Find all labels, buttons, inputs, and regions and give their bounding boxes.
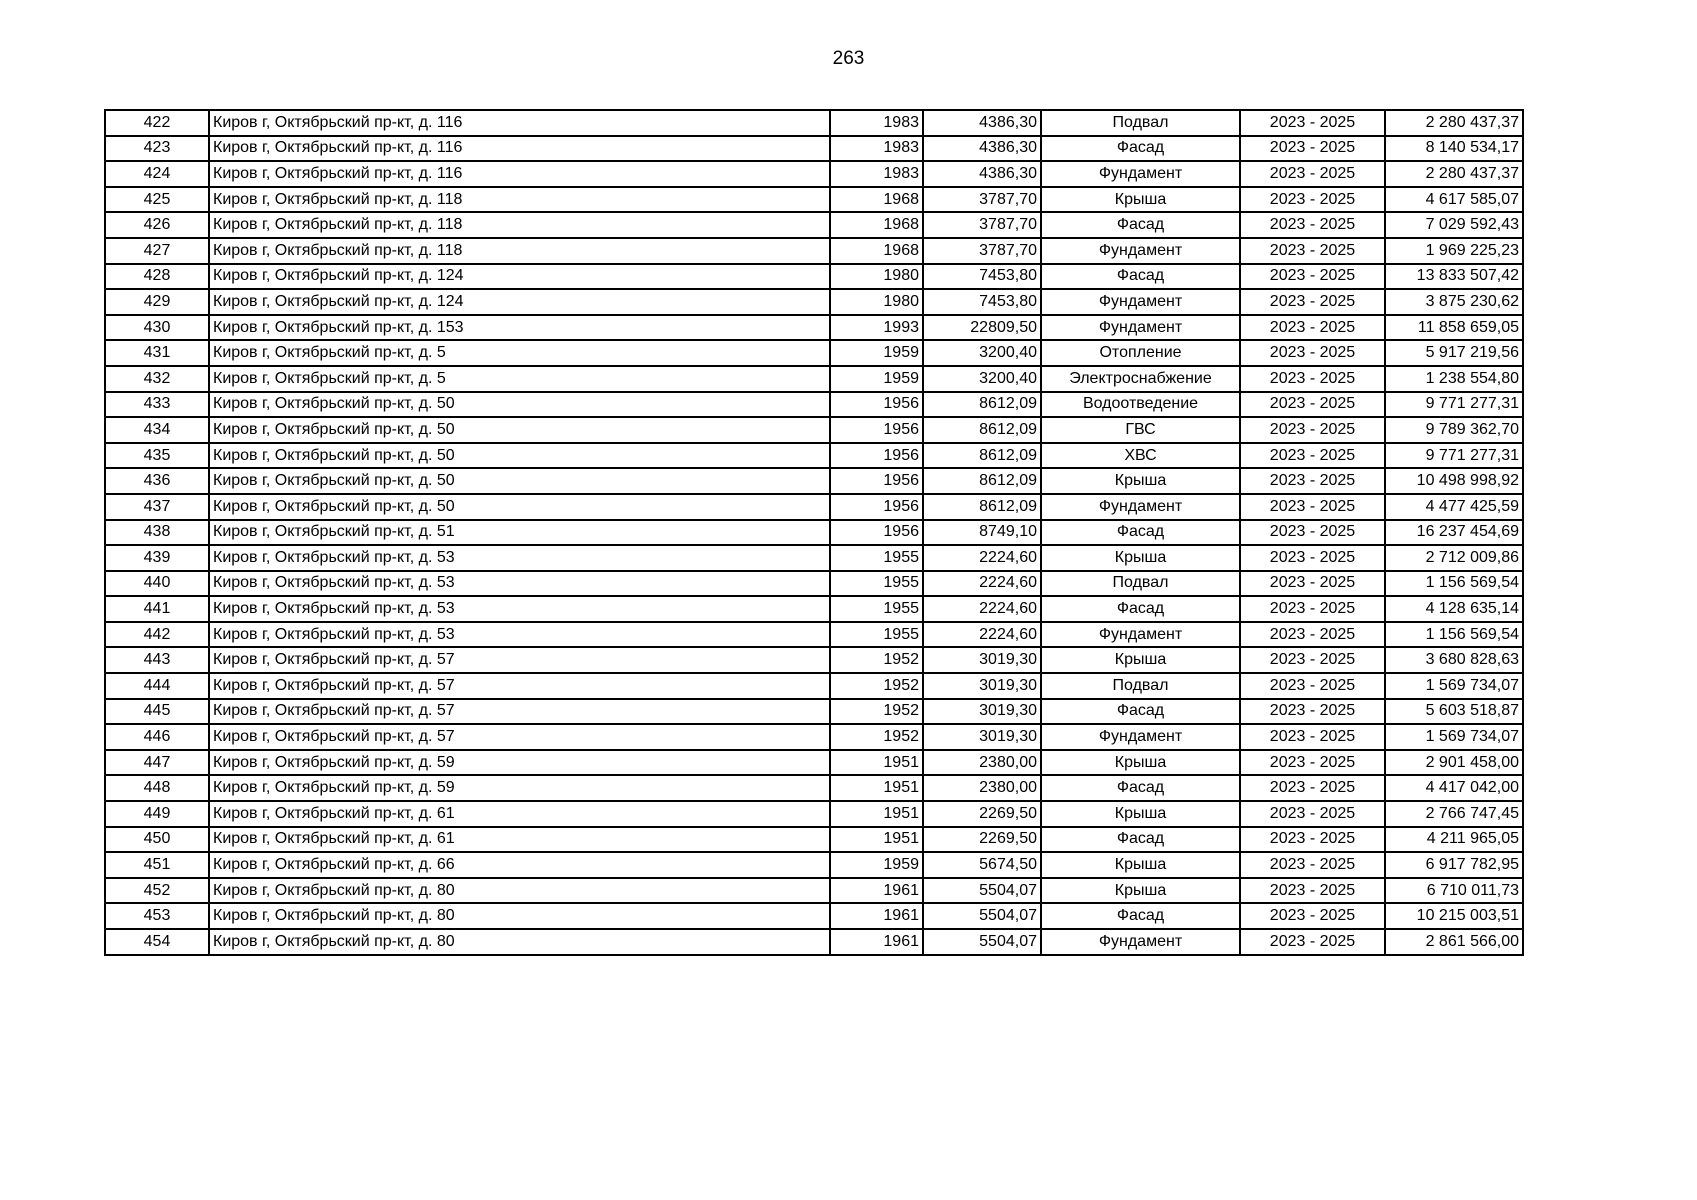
table-row	[105, 417, 1523, 443]
address-cell: Киров г, Октябрьский пр-кт, д. 50	[209, 443, 830, 469]
address-cell: Киров г, Октябрьский пр-кт, д. 5	[209, 366, 830, 392]
cost-cell: 3 680 828,63	[1385, 647, 1523, 673]
table-row	[105, 340, 1523, 366]
cost-cell: 2 766 747,45	[1385, 801, 1523, 827]
cost-cell: 1 156 569,54	[1385, 622, 1523, 648]
build-year-cell: 1951	[830, 775, 923, 801]
total-area-cell: 2224,60	[923, 596, 1041, 622]
work-type-cell: Крыша	[1041, 187, 1240, 213]
table-row	[105, 494, 1523, 520]
address-cell: Киров г, Октябрьский пр-кт, д. 116	[209, 136, 830, 162]
row-number-cell: 434	[105, 417, 209, 443]
table-row	[105, 161, 1523, 187]
work-type-cell: Крыша	[1041, 647, 1240, 673]
work-type-cell: Фундамент	[1041, 724, 1240, 750]
total-area-cell: 4386,30	[923, 136, 1041, 162]
address-cell: Киров г, Октябрьский пр-кт, д. 61	[209, 801, 830, 827]
table-row	[105, 571, 1523, 597]
work-period-cell: 2023 - 2025	[1240, 545, 1385, 571]
build-year-cell: 1983	[830, 110, 923, 136]
work-period-cell: 2023 - 2025	[1240, 315, 1385, 341]
work-period-cell: 2023 - 2025	[1240, 775, 1385, 801]
work-type-cell: Крыша	[1041, 468, 1240, 494]
row-number-cell: 427	[105, 238, 209, 264]
work-period-cell: 2023 - 2025	[1240, 724, 1385, 750]
row-number-cell: 449	[105, 801, 209, 827]
total-area-cell: 5674,50	[923, 852, 1041, 878]
cost-cell: 2 901 458,00	[1385, 750, 1523, 776]
row-number-cell: 454	[105, 929, 209, 955]
work-type-cell: Отопление	[1041, 340, 1240, 366]
work-period-cell: 2023 - 2025	[1240, 520, 1385, 546]
total-area-cell: 3787,70	[923, 187, 1041, 213]
work-type-cell: Фасад	[1041, 827, 1240, 853]
row-number-cell: 443	[105, 647, 209, 673]
row-number-cell: 438	[105, 520, 209, 546]
address-cell: Киров г, Октябрьский пр-кт, д. 57	[209, 724, 830, 750]
page-number: 263	[832, 48, 865, 69]
work-type-cell: Крыша	[1041, 750, 1240, 776]
address-cell: Киров г, Октябрьский пр-кт, д. 50	[209, 417, 830, 443]
work-period-cell: 2023 - 2025	[1240, 827, 1385, 853]
address-cell: Киров г, Октябрьский пр-кт, д. 5	[209, 340, 830, 366]
build-year-cell: 1952	[830, 673, 923, 699]
work-period-cell: 2023 - 2025	[1240, 571, 1385, 597]
work-type-cell: Крыша	[1041, 545, 1240, 571]
address-cell: Киров г, Октябрьский пр-кт, д. 50	[209, 494, 830, 520]
work-type-cell: Фасад	[1041, 699, 1240, 725]
table-row	[105, 750, 1523, 776]
total-area-cell: 3200,40	[923, 340, 1041, 366]
work-type-cell: Фасад	[1041, 212, 1240, 238]
row-number-cell: 441	[105, 596, 209, 622]
works-table	[104, 109, 1524, 956]
address-cell: Киров г, Октябрьский пр-кт, д. 50	[209, 392, 830, 418]
work-period-cell: 2023 - 2025	[1240, 136, 1385, 162]
address-cell: Киров г, Октябрьский пр-кт, д. 53	[209, 622, 830, 648]
row-number-cell: 444	[105, 673, 209, 699]
total-area-cell: 22809,50	[923, 315, 1041, 341]
total-area-cell: 5504,07	[923, 878, 1041, 904]
total-area-cell: 5504,07	[923, 929, 1041, 955]
work-period-cell: 2023 - 2025	[1240, 366, 1385, 392]
address-cell: Киров г, Октябрьский пр-кт, д. 80	[209, 903, 830, 929]
cost-cell: 13 833 507,42	[1385, 264, 1523, 290]
table-row	[105, 238, 1523, 264]
work-period-cell: 2023 - 2025	[1240, 699, 1385, 725]
build-year-cell: 1983	[830, 161, 923, 187]
build-year-cell: 1955	[830, 571, 923, 597]
work-period-cell: 2023 - 2025	[1240, 468, 1385, 494]
work-period-cell: 2023 - 2025	[1240, 852, 1385, 878]
total-area-cell: 8612,09	[923, 443, 1041, 469]
table-row	[105, 289, 1523, 315]
work-period-cell: 2023 - 2025	[1240, 750, 1385, 776]
row-number-cell: 450	[105, 827, 209, 853]
address-cell: Киров г, Октябрьский пр-кт, д. 57	[209, 673, 830, 699]
row-number-cell: 423	[105, 136, 209, 162]
cost-cell: 10 498 998,92	[1385, 468, 1523, 494]
total-area-cell: 7453,80	[923, 289, 1041, 315]
row-number-cell: 439	[105, 545, 209, 571]
cost-cell: 7 029 592,43	[1385, 212, 1523, 238]
build-year-cell: 1956	[830, 392, 923, 418]
total-area-cell: 5504,07	[923, 903, 1041, 929]
build-year-cell: 1983	[830, 136, 923, 162]
work-period-cell: 2023 - 2025	[1240, 596, 1385, 622]
total-area-cell: 3019,30	[923, 724, 1041, 750]
table-row	[105, 647, 1523, 673]
table-row	[105, 443, 1523, 469]
work-period-cell: 2023 - 2025	[1240, 622, 1385, 648]
cost-cell: 6 917 782,95	[1385, 852, 1523, 878]
build-year-cell: 1956	[830, 443, 923, 469]
table-row	[105, 673, 1523, 699]
work-type-cell: Подвал	[1041, 571, 1240, 597]
total-area-cell: 4386,30	[923, 161, 1041, 187]
total-area-cell: 8612,09	[923, 392, 1041, 418]
build-year-cell: 1952	[830, 647, 923, 673]
work-type-cell: Фундамент	[1041, 315, 1240, 341]
work-period-cell: 2023 - 2025	[1240, 929, 1385, 955]
total-area-cell: 3787,70	[923, 212, 1041, 238]
work-period-cell: 2023 - 2025	[1240, 647, 1385, 673]
build-year-cell: 1955	[830, 596, 923, 622]
total-area-cell: 7453,80	[923, 264, 1041, 290]
work-period-cell: 2023 - 2025	[1240, 801, 1385, 827]
address-cell: Киров г, Октябрьский пр-кт, д. 53	[209, 571, 830, 597]
work-type-cell: Фундамент	[1041, 494, 1240, 520]
row-number-cell: 451	[105, 852, 209, 878]
work-period-cell: 2023 - 2025	[1240, 161, 1385, 187]
work-period-cell: 2023 - 2025	[1240, 392, 1385, 418]
total-area-cell: 2269,50	[923, 827, 1041, 853]
build-year-cell: 1980	[830, 264, 923, 290]
work-period-cell: 2023 - 2025	[1240, 187, 1385, 213]
work-type-cell: Фундамент	[1041, 238, 1240, 264]
address-cell: Киров г, Октябрьский пр-кт, д. 50	[209, 468, 830, 494]
work-period-cell: 2023 - 2025	[1240, 238, 1385, 264]
row-number-cell: 448	[105, 775, 209, 801]
work-type-cell: ГВС	[1041, 417, 1240, 443]
build-year-cell: 1952	[830, 699, 923, 725]
total-area-cell: 2269,50	[923, 801, 1041, 827]
table-row	[105, 852, 1523, 878]
total-area-cell: 2380,00	[923, 775, 1041, 801]
work-type-cell: Фундамент	[1041, 289, 1240, 315]
total-area-cell: 2380,00	[923, 750, 1041, 776]
cost-cell: 2 280 437,37	[1385, 161, 1523, 187]
build-year-cell: 1959	[830, 366, 923, 392]
cost-cell: 9 771 277,31	[1385, 443, 1523, 469]
build-year-cell: 1959	[830, 852, 923, 878]
row-number-cell: 433	[105, 392, 209, 418]
table-row	[105, 468, 1523, 494]
work-type-cell: Крыша	[1041, 801, 1240, 827]
table-row	[105, 724, 1523, 750]
work-period-cell: 2023 - 2025	[1240, 110, 1385, 136]
total-area-cell: 8612,09	[923, 417, 1041, 443]
work-period-cell: 2023 - 2025	[1240, 340, 1385, 366]
build-year-cell: 1951	[830, 750, 923, 776]
table-row	[105, 801, 1523, 827]
address-cell: Киров г, Октябрьский пр-кт, д. 59	[209, 775, 830, 801]
row-number-cell: 431	[105, 340, 209, 366]
work-period-cell: 2023 - 2025	[1240, 212, 1385, 238]
table-row	[105, 545, 1523, 571]
address-cell: Киров г, Октябрьский пр-кт, д. 53	[209, 596, 830, 622]
build-year-cell: 1993	[830, 315, 923, 341]
work-period-cell: 2023 - 2025	[1240, 264, 1385, 290]
total-area-cell: 3200,40	[923, 366, 1041, 392]
build-year-cell: 1956	[830, 520, 923, 546]
work-type-cell: Фундамент	[1041, 622, 1240, 648]
address-cell: Киров г, Октябрьский пр-кт, д. 116	[209, 161, 830, 187]
work-type-cell: Фасад	[1041, 903, 1240, 929]
address-cell: Киров г, Октябрьский пр-кт, д. 57	[209, 699, 830, 725]
build-year-cell: 1968	[830, 238, 923, 264]
cost-cell: 1 569 734,07	[1385, 724, 1523, 750]
cost-cell: 10 215 003,51	[1385, 903, 1523, 929]
work-type-cell: Фасад	[1041, 264, 1240, 290]
work-type-cell: Фасад	[1041, 596, 1240, 622]
build-year-cell: 1956	[830, 468, 923, 494]
row-number-cell: 422	[105, 110, 209, 136]
row-number-cell: 430	[105, 315, 209, 341]
address-cell: Киров г, Октябрьский пр-кт, д. 66	[209, 852, 830, 878]
row-number-cell: 424	[105, 161, 209, 187]
table-row	[105, 622, 1523, 648]
table-row	[105, 136, 1523, 162]
total-area-cell: 3787,70	[923, 238, 1041, 264]
work-type-cell: Подвал	[1041, 110, 1240, 136]
total-area-cell: 3019,30	[923, 673, 1041, 699]
work-type-cell: ХВС	[1041, 443, 1240, 469]
work-type-cell: Фундамент	[1041, 929, 1240, 955]
table-row	[105, 596, 1523, 622]
table-row	[105, 520, 1523, 546]
address-cell: Киров г, Октябрьский пр-кт, д. 124	[209, 264, 830, 290]
total-area-cell: 8749,10	[923, 520, 1041, 546]
build-year-cell: 1961	[830, 878, 923, 904]
build-year-cell: 1956	[830, 494, 923, 520]
address-cell: Киров г, Октябрьский пр-кт, д. 80	[209, 929, 830, 955]
work-type-cell: Крыша	[1041, 878, 1240, 904]
total-area-cell: 3019,30	[923, 699, 1041, 725]
work-period-cell: 2023 - 2025	[1240, 417, 1385, 443]
address-cell: Киров г, Октябрьский пр-кт, д. 124	[209, 289, 830, 315]
cost-cell: 4 617 585,07	[1385, 187, 1523, 213]
address-cell: Киров г, Октябрьский пр-кт, д. 59	[209, 750, 830, 776]
row-number-cell: 425	[105, 187, 209, 213]
table-row	[105, 827, 1523, 853]
work-type-cell: Водоотведение	[1041, 392, 1240, 418]
work-type-cell: Крыша	[1041, 852, 1240, 878]
address-cell: Киров г, Октябрьский пр-кт, д. 61	[209, 827, 830, 853]
address-cell: Киров г, Октябрьский пр-кт, д. 118	[209, 212, 830, 238]
row-number-cell: 429	[105, 289, 209, 315]
work-type-cell: Фасад	[1041, 520, 1240, 546]
work-period-cell: 2023 - 2025	[1240, 289, 1385, 315]
build-year-cell: 1980	[830, 289, 923, 315]
work-period-cell: 2023 - 2025	[1240, 673, 1385, 699]
build-year-cell: 1952	[830, 724, 923, 750]
cost-cell: 1 156 569,54	[1385, 571, 1523, 597]
table-row	[105, 212, 1523, 238]
build-year-cell: 1951	[830, 801, 923, 827]
work-period-cell: 2023 - 2025	[1240, 878, 1385, 904]
work-period-cell: 2023 - 2025	[1240, 443, 1385, 469]
cost-cell: 2 861 566,00	[1385, 929, 1523, 955]
row-number-cell: 452	[105, 878, 209, 904]
row-number-cell: 428	[105, 264, 209, 290]
address-cell: Киров г, Октябрьский пр-кт, д. 153	[209, 315, 830, 341]
cost-cell: 4 477 425,59	[1385, 494, 1523, 520]
address-cell: Киров г, Октябрьский пр-кт, д. 57	[209, 647, 830, 673]
row-number-cell: 437	[105, 494, 209, 520]
table-row	[105, 315, 1523, 341]
table-row	[105, 878, 1523, 904]
work-type-cell: Подвал	[1041, 673, 1240, 699]
address-cell: Киров г, Октябрьский пр-кт, д. 51	[209, 520, 830, 546]
build-year-cell: 1968	[830, 187, 923, 213]
build-year-cell: 1968	[830, 212, 923, 238]
total-area-cell: 8612,09	[923, 468, 1041, 494]
table-body	[105, 110, 1523, 955]
work-type-cell: Фундамент	[1041, 161, 1240, 187]
build-year-cell: 1956	[830, 417, 923, 443]
build-year-cell: 1961	[830, 903, 923, 929]
cost-cell: 2 280 437,37	[1385, 110, 1523, 136]
table-row	[105, 929, 1523, 955]
row-number-cell: 426	[105, 212, 209, 238]
cost-cell: 6 710 011,73	[1385, 878, 1523, 904]
build-year-cell: 1961	[830, 929, 923, 955]
row-number-cell: 453	[105, 903, 209, 929]
cost-cell: 8 140 534,17	[1385, 136, 1523, 162]
cost-cell: 5 603 518,87	[1385, 699, 1523, 725]
cost-cell: 1 969 225,23	[1385, 238, 1523, 264]
cost-cell: 5 917 219,56	[1385, 340, 1523, 366]
address-cell: Киров г, Октябрьский пр-кт, д. 80	[209, 878, 830, 904]
cost-cell: 1 238 554,80	[1385, 366, 1523, 392]
build-year-cell: 1951	[830, 827, 923, 853]
row-number-cell: 446	[105, 724, 209, 750]
build-year-cell: 1955	[830, 622, 923, 648]
work-type-cell: Фасад	[1041, 775, 1240, 801]
address-cell: Киров г, Октябрьский пр-кт, д. 53	[209, 545, 830, 571]
total-area-cell: 2224,60	[923, 622, 1041, 648]
work-period-cell: 2023 - 2025	[1240, 494, 1385, 520]
cost-cell: 4 128 635,14	[1385, 596, 1523, 622]
table-row	[105, 366, 1523, 392]
table-row	[105, 392, 1523, 418]
row-number-cell: 447	[105, 750, 209, 776]
total-area-cell: 8612,09	[923, 494, 1041, 520]
table-row	[105, 775, 1523, 801]
row-number-cell: 445	[105, 699, 209, 725]
cost-cell: 4 417 042,00	[1385, 775, 1523, 801]
cost-cell: 11 858 659,05	[1385, 315, 1523, 341]
row-number-cell: 432	[105, 366, 209, 392]
cost-cell: 16 237 454,69	[1385, 520, 1523, 546]
cost-cell: 1 569 734,07	[1385, 673, 1523, 699]
row-number-cell: 440	[105, 571, 209, 597]
table-row	[105, 264, 1523, 290]
work-type-cell: Электроснабжение	[1041, 366, 1240, 392]
work-period-cell: 2023 - 2025	[1240, 903, 1385, 929]
cost-cell: 4 211 965,05	[1385, 827, 1523, 853]
address-cell: Киров г, Октябрьский пр-кт, д. 118	[209, 187, 830, 213]
table-row	[105, 903, 1523, 929]
address-cell: Киров г, Октябрьский пр-кт, д. 116	[209, 110, 830, 136]
total-area-cell: 2224,60	[923, 571, 1041, 597]
address-cell: Киров г, Октябрьский пр-кт, д. 118	[209, 238, 830, 264]
total-area-cell: 3019,30	[923, 647, 1041, 673]
table-row	[105, 187, 1523, 213]
row-number-cell: 435	[105, 443, 209, 469]
table-row	[105, 110, 1523, 136]
table-row	[105, 699, 1523, 725]
work-type-cell: Фасад	[1041, 136, 1240, 162]
build-year-cell: 1959	[830, 340, 923, 366]
row-number-cell: 442	[105, 622, 209, 648]
cost-cell: 9 789 362,70	[1385, 417, 1523, 443]
total-area-cell: 2224,60	[923, 545, 1041, 571]
cost-cell: 3 875 230,62	[1385, 289, 1523, 315]
total-area-cell: 4386,30	[923, 110, 1041, 136]
build-year-cell: 1955	[830, 545, 923, 571]
row-number-cell: 436	[105, 468, 209, 494]
cost-cell: 9 771 277,31	[1385, 392, 1523, 418]
cost-cell: 2 712 009,86	[1385, 545, 1523, 571]
